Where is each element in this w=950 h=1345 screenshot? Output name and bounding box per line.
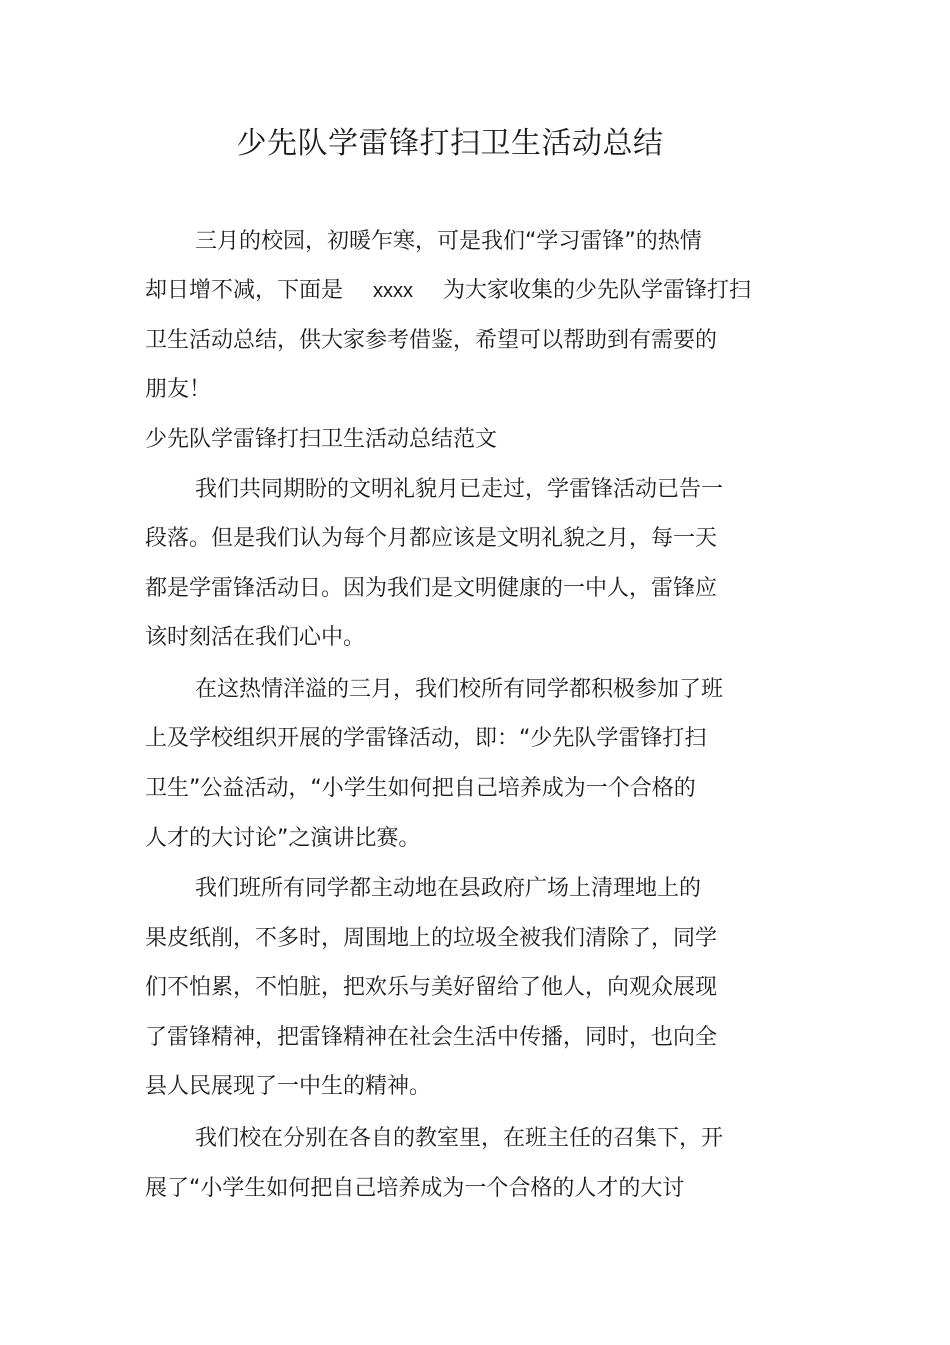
intro-text: 却日增不减，下面是 [145, 278, 344, 303]
paragraph-line: 们不怕累，不怕脏，把欢乐与美好留给了他人，向观众展现 [145, 975, 718, 1000]
placeholder-name: xxxx [373, 280, 414, 302]
paragraph-line: 果皮纸削，不多时，周围地上的垃圾全被我们清除了，同学 [145, 926, 718, 951]
paragraph-line: 在这热情洋溢的三月，我们校所有同学都积极参加了班 [195, 677, 724, 702]
paragraph-line: 段落。但是我们认为每个月都应该是文明礼貌之月，每一天 [145, 526, 718, 551]
paragraph-line: 县人民展现了一中生的精神。 [145, 1074, 432, 1099]
section-heading: 少先队学雷锋打扫卫生活动总结范文 [145, 427, 498, 452]
paragraph-line: 人才的大讨论”之演讲比赛。 [145, 826, 421, 851]
paragraph-line: 上及学校组织开展的学雷锋活动，即：“少先队学雷锋打扫 [145, 726, 707, 751]
intro-line [145, 275, 751, 307]
intro-line: 三月的校园，初暖乍寒，可是我们“学习雷锋”的热情 [195, 229, 702, 254]
paragraph-line: 展了“小学生如何把自己培养成为一个合格的人才的大讨 [145, 1176, 685, 1201]
paragraph-line: 了雷锋精神，把雷锋精神在社会生活中传播，同时，也向全 [145, 1025, 718, 1050]
intro-text: 为大家收集的少先队学雷锋打扫 [443, 278, 752, 303]
paragraph-line: 都是学雷锋活动日。因为我们是文明健康的一中人，雷锋应 [145, 576, 718, 601]
intro-line: 卫生活动总结，供大家参考借鉴，希望可以帮助到有需要的 [145, 328, 718, 353]
intro-line: 朋友！ [145, 377, 212, 402]
document-title: 少先队学雷锋打扫卫生活动总结 [236, 126, 664, 161]
paragraph-line: 我们共同期盼的文明礼貌月已走过，学雷锋活动已告一 [195, 477, 724, 502]
paragraph-line: 该时刻活在我们心中。 [145, 625, 366, 650]
paragraph-line: 我们校在分别在各自的教室里，在班主任的召集下，开 [195, 1126, 724, 1151]
paragraph-line: 我们班所有同学都主动地在县政府广场上清理地上的 [195, 876, 702, 901]
paragraph-line: 卫生”公益活动，“小学生如何把自己培养成为一个合格的 [145, 776, 696, 801]
